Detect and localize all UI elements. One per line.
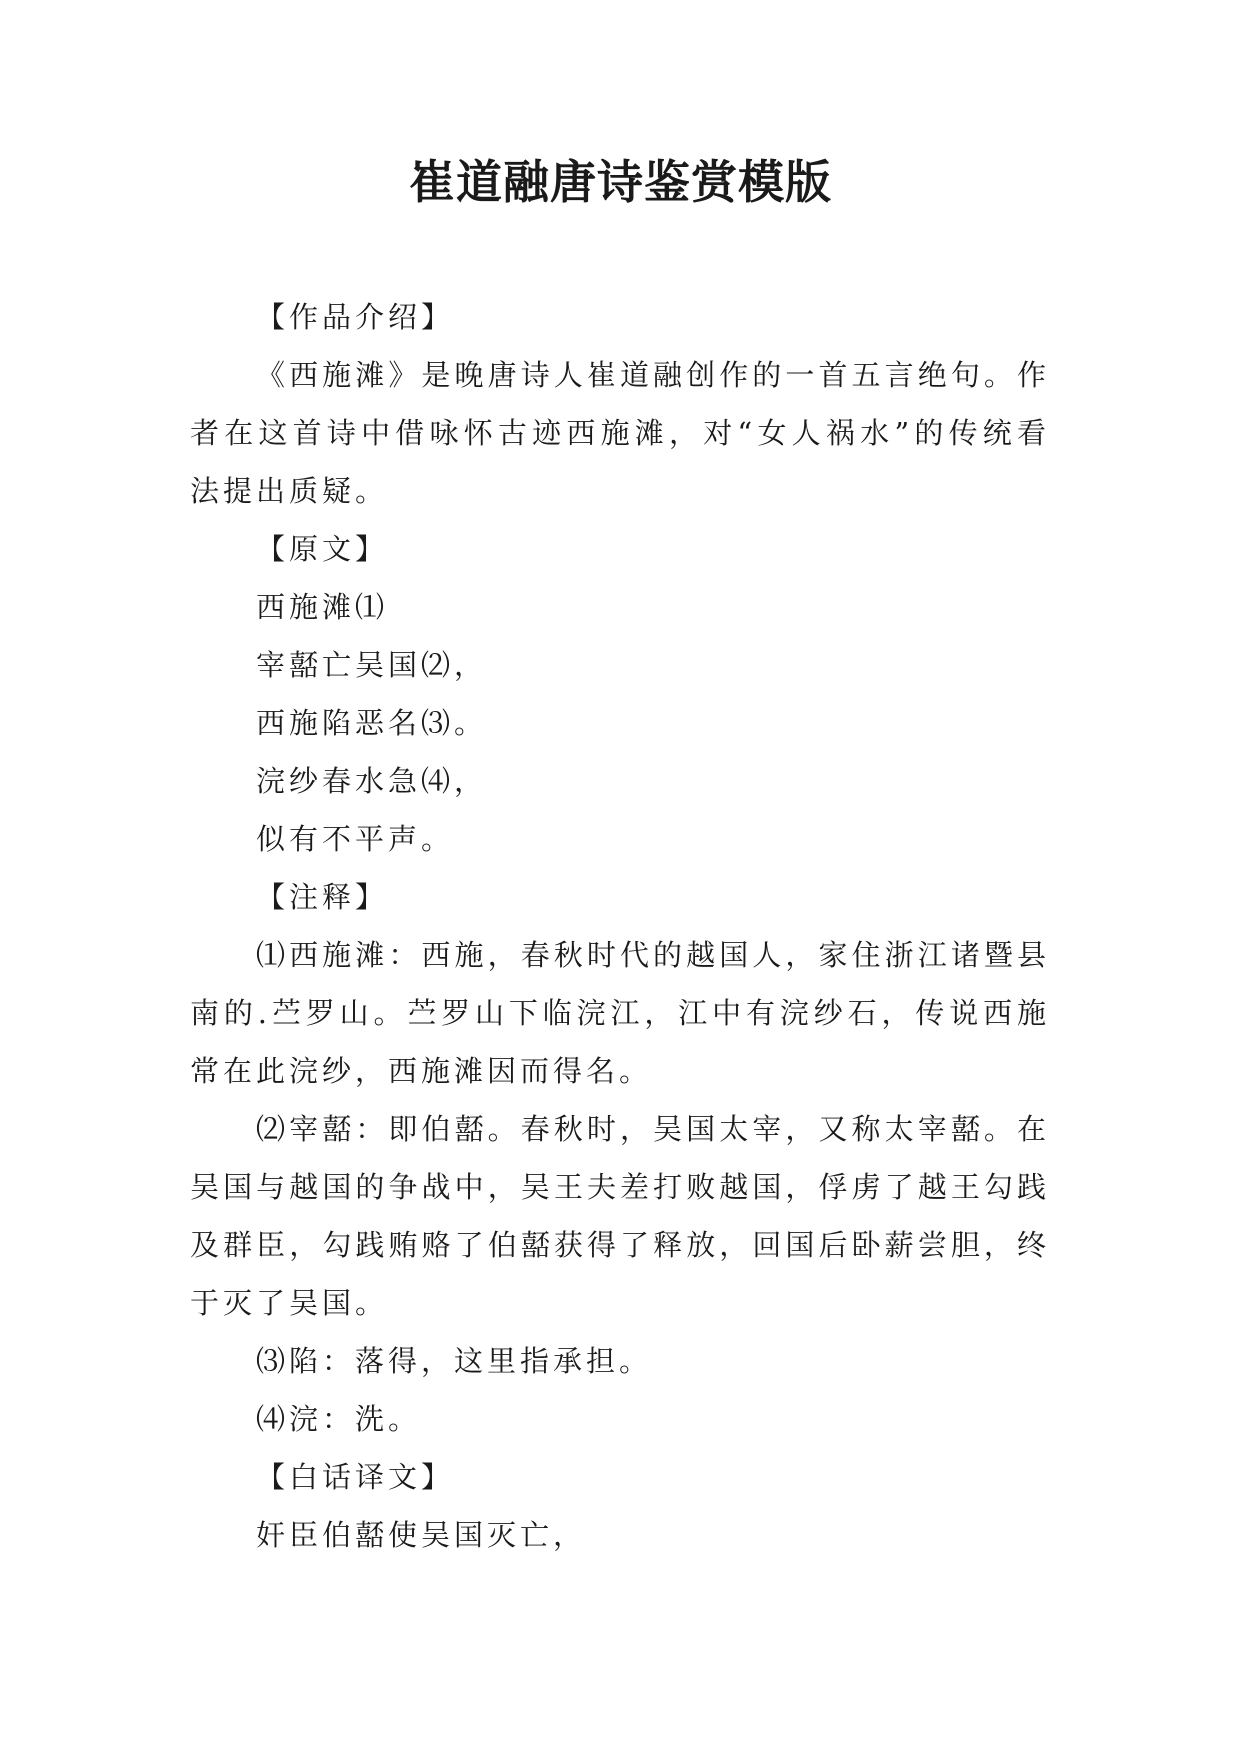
- translation-line: 奸臣伯嚭使吴国灭亡，: [256, 1518, 587, 1552]
- section-heading-intro: 【作品介绍】: [256, 300, 455, 334]
- section-heading-translation: 【白话译文】: [256, 1460, 455, 1494]
- poem-title: 西施滩⑴: [256, 590, 389, 624]
- note-item: ⑶陷：落得，这里指承担。: [256, 1344, 653, 1378]
- note-item: ⑴西施滩：西施，春秋时代的越国人，家住浙江诸暨县南的.苎罗山。苎罗山下临浣江，江中有浣纱石，传说西施常在此浣纱，西施滩因而得名。: [190, 938, 1050, 1088]
- section-heading-original: 【原文】: [256, 532, 389, 566]
- poem-line: 浣纱春水急⑷，: [256, 764, 488, 798]
- poem-line: 宰嚭亡吴国⑵，: [256, 648, 488, 682]
- intro-paragraph: 《西施滩》是晚唐诗人崔道融创作的一首五言绝句。作者在这首诗中借咏怀古迹西施滩，对“女人祸水”的传统看法提出质疑。: [190, 358, 1050, 508]
- section-heading-notes: 【注释】: [256, 880, 389, 914]
- poem-line: 似有不平声。: [256, 822, 455, 856]
- poem-line: 西施陷恶名⑶。: [256, 706, 488, 740]
- document-body: [190, 288, 1050, 1564]
- note-item: ⑷浣：洗。: [256, 1402, 422, 1436]
- document-title: 崔道融唐诗鉴赏模版: [409, 155, 832, 209]
- note-item: ⑵宰嚭：即伯嚭。春秋时，吴国太宰，又称太宰嚭。在吴国与越国的争战中，吴王夫差打败越国，俘虏了越王勾践及群臣，勾践贿赂了伯嚭获得了释放，回国后卧薪尝胆，终于灭了吴国。: [190, 1112, 1050, 1320]
